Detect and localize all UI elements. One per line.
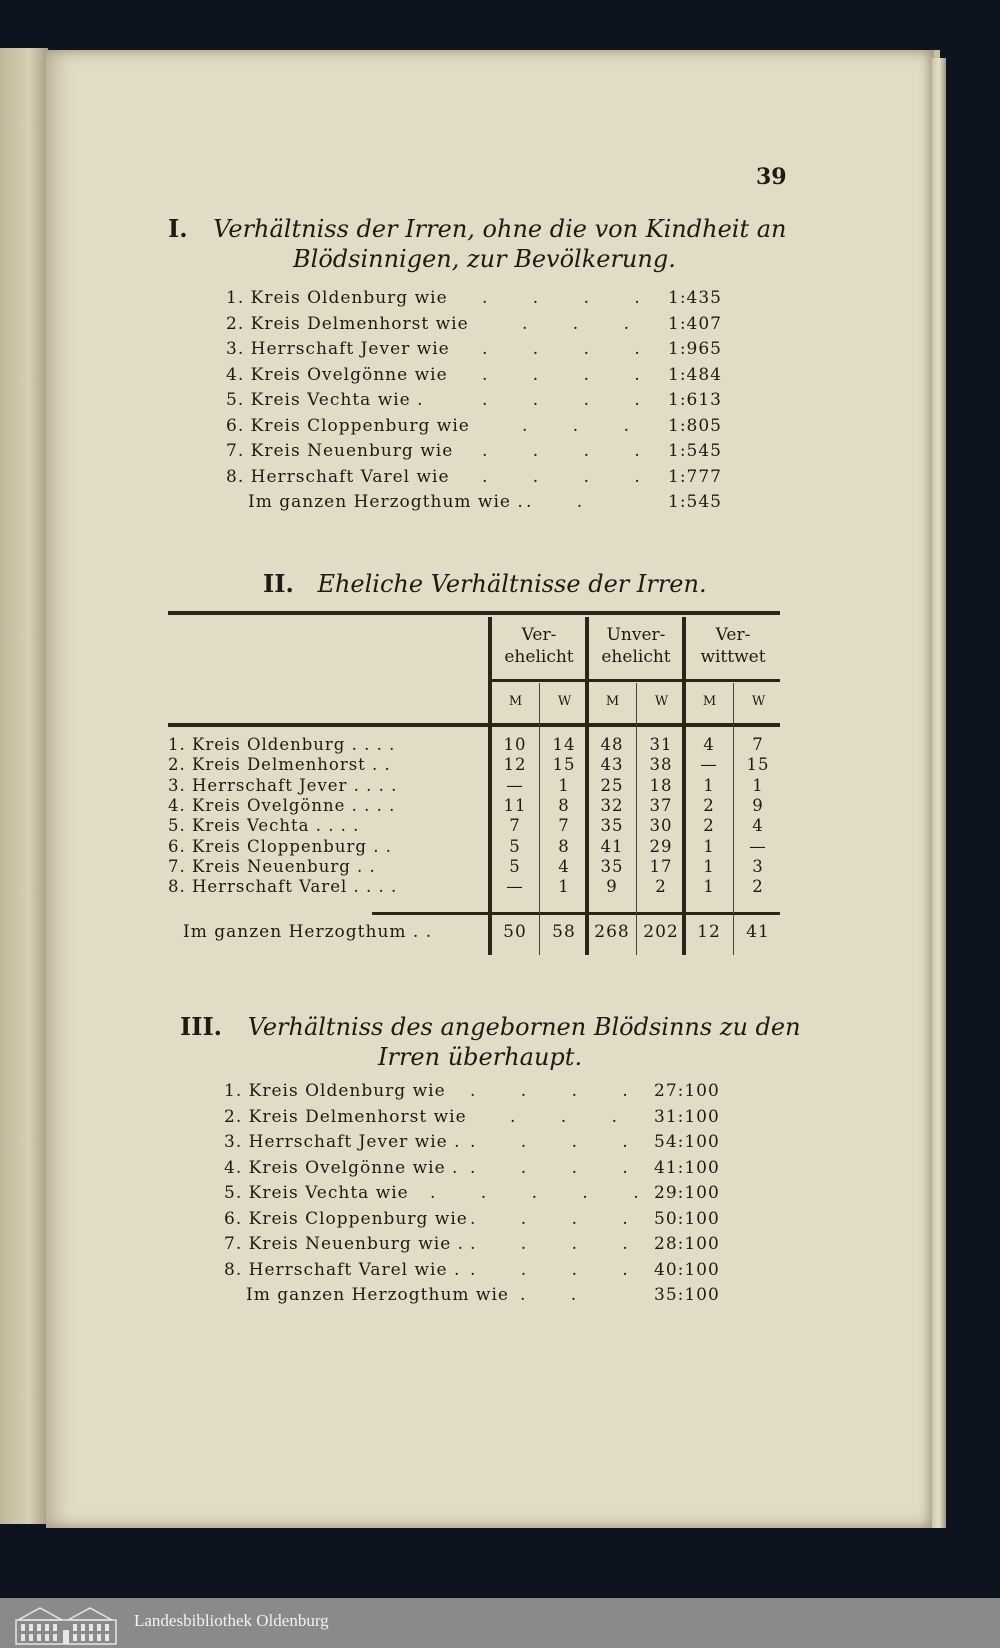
section1-title-line2: Blödsinnigen, zur Bevölkerung. [293, 245, 676, 273]
list-item [224, 1260, 734, 1286]
list-item-ratio: 29:100 [654, 1183, 720, 1203]
table-subheader-rule [490, 679, 780, 682]
table-row [168, 755, 780, 775]
table-cell: 29 [649, 836, 673, 856]
list-item [224, 1081, 734, 1107]
table-subheader: W [557, 694, 572, 709]
list-item-leader-dots: . . . . [482, 441, 660, 461]
table-header-rule [168, 723, 780, 727]
list-item [226, 339, 736, 365]
table-total-cell: 12 [697, 922, 721, 942]
list-item-leader-dots: . . . . [482, 339, 660, 359]
list-item-ratio: 27:100 [654, 1081, 720, 1101]
table-cell: 41 [600, 836, 624, 856]
library-building-logo-icon [10, 1602, 122, 1646]
table-cell: 9 [752, 795, 764, 815]
table-cell: 5 [509, 856, 521, 876]
list-item-ratio: 1:613 [668, 390, 722, 410]
table-row [168, 877, 780, 897]
table-cell: 10 [503, 735, 527, 754]
page-stack-edge [932, 58, 946, 1528]
table-subheader: M [508, 694, 523, 709]
list-item-label: 3. Herrschaft Jever wie [226, 339, 450, 359]
list-item-label: 2. Kreis Delmenhorst wie [224, 1106, 467, 1127]
marital-status-table [168, 611, 780, 955]
table-row [168, 857, 780, 877]
list-item-leader-dots: . . . . [470, 1234, 648, 1254]
list-item-label: 1. Kreis Oldenburg wie [224, 1081, 446, 1101]
list-item-ratio: 31:100 [654, 1106, 720, 1127]
section2-heading [263, 569, 707, 599]
list-item-leader-dots: . . . . [470, 1157, 648, 1178]
table-cell: 1 [558, 877, 570, 897]
table-row [168, 816, 780, 836]
list-item [226, 416, 736, 442]
table-cell: 14 [552, 735, 576, 754]
table-cell: 7 [752, 735, 764, 754]
table-cell: 48 [600, 735, 624, 754]
list-item [226, 390, 736, 416]
list-item [224, 1158, 734, 1184]
list-item-label: 8. Herrschaft Varel wie . [224, 1259, 461, 1280]
list-item-ratio: 1:545 [668, 441, 722, 461]
table-row-label: 8. Herrschaft Varel . . . . [168, 877, 398, 897]
list-item [226, 288, 736, 314]
table-cell: 25 [600, 775, 624, 795]
list-item-leader-dots: . . [520, 1285, 597, 1305]
table-total-cell: 41 [746, 922, 770, 942]
library-name: Landesbibliothek Oldenburg [134, 1611, 329, 1630]
list-item-ratio: 1:777 [668, 466, 722, 487]
section2-numeral: II. [263, 569, 294, 598]
list-item-label: Im ganzen Herzogthum wie . [248, 492, 524, 512]
table-subheader: W [654, 694, 669, 709]
table-cell: 5 [509, 836, 521, 856]
list-item-leader-dots: . . . . [482, 466, 660, 487]
list-item-leader-dots: . . . . . [430, 1183, 659, 1203]
table-cell: 1 [703, 877, 715, 897]
table-cell: 2 [703, 816, 715, 836]
page-number: 39 [756, 164, 787, 190]
table-top-rule [168, 611, 780, 615]
table-cell: 38 [649, 755, 673, 775]
table-subheader: M [702, 694, 717, 709]
table-cell: 17 [649, 856, 673, 876]
table-cell: 2 [703, 795, 715, 815]
section2-title: Eheliche Verhältnisse der Irren. [317, 570, 707, 598]
table-row-label: 5. Kreis Vechta . . . . [168, 816, 360, 836]
table-row [168, 776, 780, 796]
table-total-cell: 268 [594, 922, 630, 942]
table-cell: 1 [558, 775, 570, 795]
table-row-label: 7. Kreis Neuenburg . . [168, 856, 376, 876]
list-item-leader-dots: . . . [522, 415, 650, 436]
table-cell: 15 [552, 755, 576, 775]
list-item-ratio: 40:100 [654, 1259, 720, 1280]
list-item [224, 1209, 734, 1235]
list-item-label: 1. Kreis Oldenburg wie [226, 288, 448, 308]
list-item-leader-dots: . . . . [470, 1081, 648, 1101]
table-cell: 2 [752, 877, 764, 897]
table-cell: 35 [600, 816, 624, 836]
table-cell: — [506, 775, 524, 795]
list-item-leader-dots: . . . . [482, 288, 660, 308]
list-item-label: 7. Kreis Neuenburg wie [226, 441, 454, 461]
table-cell: 4 [703, 735, 715, 754]
list-item-ratio: 1:545 [668, 492, 722, 512]
list-item-leader-dots: . . . . [470, 1208, 648, 1229]
list-item-leader-dots: . . . . [470, 1132, 648, 1152]
list-item-ratio: 50:100 [654, 1208, 720, 1229]
table-cell: — [700, 755, 718, 775]
list-item-label: 5. Kreis Vechta wie [224, 1183, 409, 1203]
table-total-cell: 58 [552, 922, 576, 942]
table-cell: 31 [649, 735, 673, 754]
table-subheader: W [751, 694, 766, 709]
table-cell: 7 [509, 816, 521, 836]
table-cell: 8 [558, 795, 570, 815]
section3-heading [180, 1012, 801, 1042]
list-item-label: 8. Herrschaft Varel wie [226, 466, 450, 487]
library-footer [0, 1598, 1000, 1648]
table-row [168, 837, 780, 857]
table-cell: 37 [649, 795, 673, 815]
list-item-leader-dots: . . . . [482, 390, 660, 410]
list-item-leader-dots: . . . [522, 313, 650, 334]
table-cell: 35 [600, 856, 624, 876]
table-total-rule [372, 912, 780, 915]
table-row-label: 6. Kreis Cloppenburg . . [168, 836, 392, 856]
table-cell: 15 [746, 755, 770, 775]
table-total-cell: 202 [643, 922, 679, 942]
list-item [224, 1285, 734, 1311]
list-item [226, 467, 736, 493]
section3-list [224, 1081, 734, 1311]
list-item [224, 1132, 734, 1158]
list-item-label: Im ganzen Herzogthum wie [246, 1285, 509, 1305]
table-cell: — [749, 836, 767, 856]
table-cell: 43 [600, 755, 624, 775]
table-cell: 1 [752, 775, 764, 795]
table-cell: 32 [600, 795, 624, 815]
table-cell: 8 [558, 836, 570, 856]
list-item [226, 441, 736, 467]
list-item-label: 3. Herrschaft Jever wie . [224, 1132, 461, 1152]
list-item-ratio: 1:965 [668, 339, 722, 359]
col-group-unverehelicht: Unver- ehelicht [601, 625, 671, 667]
list-item-label: 6. Kreis Cloppenburg wie [226, 415, 470, 436]
list-item-leader-dots: . . . . [470, 1259, 648, 1280]
table-cell: 1 [703, 775, 715, 795]
table-row-label: 3. Herrschaft Jever . . . . [168, 775, 398, 795]
list-item [226, 365, 736, 391]
table-cell: 7 [558, 816, 570, 836]
table-cell: 3 [752, 856, 764, 876]
table-row [168, 735, 780, 755]
list-item [224, 1107, 734, 1133]
table-row-label: 4. Kreis Ovelgönne . . . . [168, 795, 396, 815]
list-item-label: 2. Kreis Delmenhorst wie [226, 313, 469, 334]
col-group-verwittwet: Ver- wittwet [700, 625, 766, 667]
section1-list [226, 288, 736, 518]
list-item [226, 314, 736, 340]
table-row-label: 1. Kreis Oldenburg . . . . [168, 735, 396, 754]
list-item-leader-dots: . . [526, 492, 603, 512]
list-item [224, 1183, 734, 1209]
table-cell: 1 [703, 836, 715, 856]
list-item-ratio: 54:100 [654, 1132, 720, 1152]
section1-title-line1: Verhältniss der Irren, ohne die von Kindheit an [213, 215, 787, 243]
table-cell: 9 [606, 877, 618, 897]
list-item-ratio: 1:407 [668, 313, 722, 334]
table-row-label: 2. Kreis Delmenhorst . . [168, 755, 391, 775]
table-cell: — [506, 877, 524, 897]
list-item-label: 6. Kreis Cloppenburg wie [224, 1208, 468, 1229]
section1-heading [168, 214, 787, 244]
table-cell: 4 [558, 856, 570, 876]
list-item [226, 492, 736, 518]
list-item-ratio: 41:100 [654, 1157, 720, 1178]
list-item-leader-dots: . . . [510, 1106, 638, 1127]
col-group-verehelicht: Ver- ehelicht [504, 625, 574, 667]
list-item-label: 7. Kreis Neuenburg wie . [224, 1234, 465, 1254]
left-page-edge [0, 48, 48, 1524]
list-item-ratio: 35:100 [654, 1285, 720, 1305]
list-item-leader-dots: . . . . [482, 364, 660, 385]
table-cell: 12 [503, 755, 527, 775]
table-cell: 30 [649, 816, 673, 836]
section1-numeral: I. [168, 214, 188, 243]
table-subheader: M [605, 694, 620, 709]
section3-title-line2: Irren überhaupt. [378, 1043, 583, 1071]
table-total-label: Im ganzen Herzogthum . . [183, 922, 433, 942]
table-cell: 11 [503, 795, 527, 815]
table-cell: 2 [655, 877, 667, 897]
list-item-label: 4. Kreis Ovelgönne wie [226, 364, 448, 385]
list-item-label: 4. Kreis Ovelgönne wie . [224, 1157, 459, 1178]
list-item-ratio: 28:100 [654, 1234, 720, 1254]
table-cell: 1 [703, 856, 715, 876]
table-total-cell: 50 [503, 922, 527, 942]
section3-numeral: III. [180, 1012, 223, 1041]
section3-title-line1: Verhältniss des angebornen Blödsinns zu den [247, 1013, 801, 1041]
list-item-ratio: 1:805 [668, 415, 722, 436]
table-cell: 18 [649, 775, 673, 795]
list-item-ratio: 1:435 [668, 288, 722, 308]
table-row [168, 796, 780, 816]
table-cell: 4 [752, 816, 764, 836]
list-item-label: 5. Kreis Vechta wie . [226, 390, 424, 410]
list-item-ratio: 1:484 [668, 364, 722, 385]
list-item [224, 1234, 734, 1260]
